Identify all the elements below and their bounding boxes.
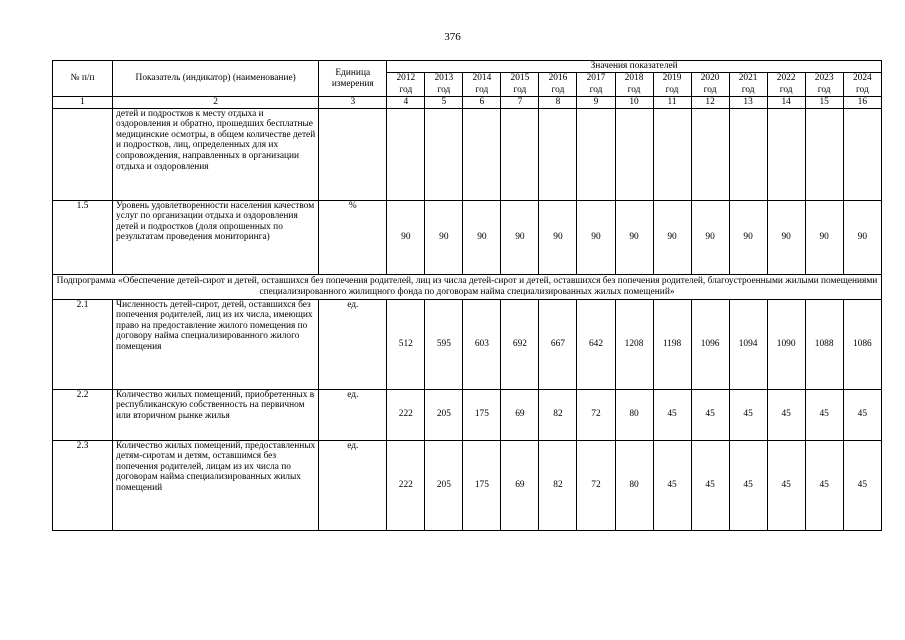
value-cell: 90: [387, 200, 425, 274]
value-cell: [691, 108, 729, 200]
header-row: [53, 61, 882, 73]
value-cell: [425, 108, 463, 200]
year-header: 2015 год: [501, 73, 539, 97]
subprogram-title: Подпрограмма «Обеспечение детей-сирот и детей, оставшихся без попечения родителей, лиц из числа детей-сирот и детей, оставшихся без попечения родителей, благоустроенными жилыми помещениями специализированного жилищного фонда по договорам найма специализированных жилых помещений»: [53, 274, 882, 299]
value-cell: 90: [843, 200, 881, 274]
value-cell: 222: [387, 389, 425, 440]
value-cell: 45: [767, 389, 805, 440]
value-cell: 72: [577, 440, 615, 530]
column-number-row: [53, 97, 882, 109]
column-number: 1: [53, 97, 113, 109]
year-header: 2020 год: [691, 73, 729, 97]
value-cell: 69: [501, 389, 539, 440]
row-number: [53, 108, 113, 200]
value-cell: [729, 108, 767, 200]
row-number: 2.2: [53, 389, 113, 440]
table-row: [53, 108, 882, 200]
value-cell: [805, 108, 843, 200]
column-number: 9: [577, 97, 615, 109]
column-number: 12: [691, 97, 729, 109]
value-cell: 69: [501, 440, 539, 530]
year-header: 2022 год: [767, 73, 805, 97]
unit: [319, 108, 387, 200]
year-header: 2023 год: [805, 73, 843, 97]
indicator-name: Количество жилых помещений, приобретенных в республиканскую собственность на первичном или вторичном рынке жилья: [113, 389, 319, 440]
column-number: 11: [653, 97, 691, 109]
value-cell: 45: [805, 389, 843, 440]
value-cell: 90: [501, 200, 539, 274]
page-number: 376: [444, 31, 461, 43]
value-cell: 90: [577, 200, 615, 274]
indicator-name: Уровень удовлетворенности населения качеством услуг по организации отдыха и оздоровления детей и подростков (доля опрошенных по результатам проведения мониторинга): [113, 200, 319, 274]
value-cell: 45: [653, 440, 691, 530]
value-cell: 90: [425, 200, 463, 274]
value-cell: [539, 108, 577, 200]
indicators-table: [52, 60, 882, 531]
unit: ед.: [319, 299, 387, 389]
column-number: 4: [387, 97, 425, 109]
value-cell: 595: [425, 299, 463, 389]
unit: ед.: [319, 440, 387, 530]
value-cell: 222: [387, 440, 425, 530]
column-number: 7: [501, 97, 539, 109]
row-number: 2.3: [53, 440, 113, 530]
value-cell: 45: [843, 389, 881, 440]
value-cell: 1208: [615, 299, 653, 389]
year-header: 2012 год: [387, 73, 425, 97]
value-cell: 45: [691, 389, 729, 440]
value-cell: 72: [577, 389, 615, 440]
year-header: 2019 год: [653, 73, 691, 97]
table-row: [53, 440, 882, 530]
year-header: 2024 год: [843, 73, 881, 97]
column-number: 5: [425, 97, 463, 109]
column-number: 10: [615, 97, 653, 109]
year-header: 2013 год: [425, 73, 463, 97]
header-values: Значения показателей: [387, 61, 882, 73]
value-cell: 642: [577, 299, 615, 389]
unit: ед.: [319, 389, 387, 440]
value-cell: 90: [805, 200, 843, 274]
value-cell: 205: [425, 440, 463, 530]
value-cell: 80: [615, 389, 653, 440]
column-number: 15: [805, 97, 843, 109]
value-cell: [615, 108, 653, 200]
year-header: 2014 год: [463, 73, 501, 97]
year-header: 2021 год: [729, 73, 767, 97]
value-cell: 692: [501, 299, 539, 389]
table-row: [53, 299, 882, 389]
value-cell: [767, 108, 805, 200]
year-header: 2016 год: [539, 73, 577, 97]
row-number: 1.5: [53, 200, 113, 274]
indicator-name: детей и подростков к месту отдыха и оздоровления и обратно, прошедших бесплатные медицинские осмотры, в общем количестве детей и подростков, лиц, определенных для их сопровождения, направленных в организации отдыха и оздоровления: [113, 108, 319, 200]
value-cell: 1094: [729, 299, 767, 389]
value-cell: 45: [805, 440, 843, 530]
column-number: 3: [319, 97, 387, 109]
value-cell: 512: [387, 299, 425, 389]
value-cell: 82: [539, 440, 577, 530]
value-cell: 205: [425, 389, 463, 440]
header-unit: Единица измерения: [319, 61, 387, 97]
value-cell: 90: [615, 200, 653, 274]
year-header: 2018 год: [615, 73, 653, 97]
table-row: [53, 389, 882, 440]
value-cell: [387, 108, 425, 200]
header-indicator: Показатель (индикатор) (наименование): [113, 61, 319, 97]
value-cell: 90: [729, 200, 767, 274]
column-number: 6: [463, 97, 501, 109]
value-cell: 1086: [843, 299, 881, 389]
value-cell: 45: [767, 440, 805, 530]
value-cell: [463, 108, 501, 200]
value-cell: 90: [539, 200, 577, 274]
indicator-name: Количество жилых помещений, предоставленных детям-сиротам и детям, оставшимся без попечения родителей, лицам из их числа по договорам найма специализированных жилых помещений: [113, 440, 319, 530]
value-cell: 1096: [691, 299, 729, 389]
value-cell: 667: [539, 299, 577, 389]
header-num: № п/п: [53, 61, 113, 97]
value-cell: 45: [691, 440, 729, 530]
value-cell: 90: [463, 200, 501, 274]
column-number: 14: [767, 97, 805, 109]
value-cell: 45: [729, 389, 767, 440]
value-cell: 90: [653, 200, 691, 274]
value-cell: 45: [729, 440, 767, 530]
column-number: 16: [843, 97, 881, 109]
value-cell: [653, 108, 691, 200]
column-number: 13: [729, 97, 767, 109]
value-cell: 80: [615, 440, 653, 530]
value-cell: 175: [463, 440, 501, 530]
value-cell: 82: [539, 389, 577, 440]
table-body: [53, 108, 882, 530]
value-cell: 45: [843, 440, 881, 530]
value-cell: [843, 108, 881, 200]
value-cell: 175: [463, 389, 501, 440]
indicator-name: Численность детей-сирот, детей, оставшихся без попечения родителей, лиц из их числа, имеющих право на предоставление жилого помещения по договору найма специализированного жилого помещения: [113, 299, 319, 389]
row-number: 2.1: [53, 299, 113, 389]
value-cell: 45: [653, 389, 691, 440]
subprogram-row: [53, 274, 882, 299]
value-cell: 1198: [653, 299, 691, 389]
value-cell: 1090: [767, 299, 805, 389]
value-cell: [577, 108, 615, 200]
value-cell: 90: [767, 200, 805, 274]
table-row: [53, 200, 882, 274]
value-cell: 1088: [805, 299, 843, 389]
column-number: 8: [539, 97, 577, 109]
value-cell: [501, 108, 539, 200]
value-cell: 90: [691, 200, 729, 274]
column-number: 2: [113, 97, 319, 109]
value-cell: 603: [463, 299, 501, 389]
year-header: 2017 год: [577, 73, 615, 97]
unit: %: [319, 200, 387, 274]
